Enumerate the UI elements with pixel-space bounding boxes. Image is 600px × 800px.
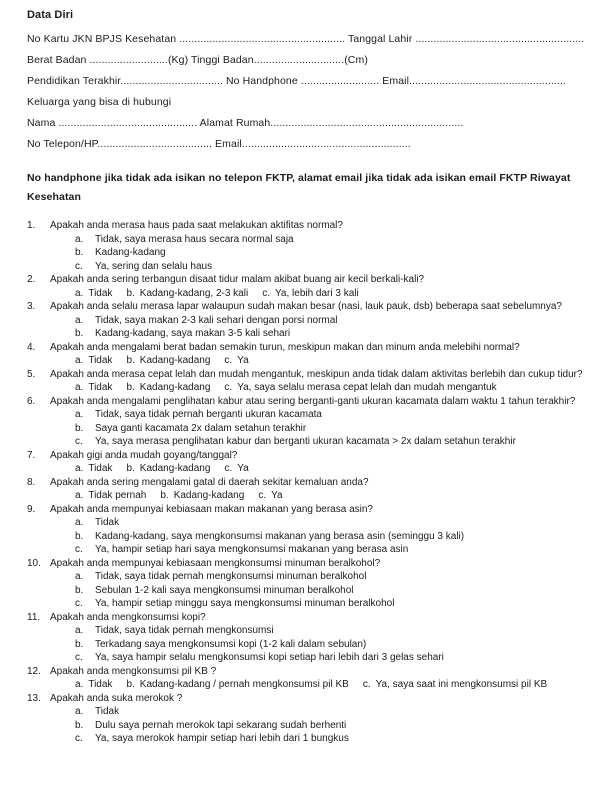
question-text: Apakah anda mempunyai kebiasaan mengkonsumsi minuman beralkohol? xyxy=(50,557,381,569)
field-telepon-email: No Telepon/HP...................................... Email........................................................ xyxy=(27,138,411,150)
option-c xyxy=(224,462,248,476)
question-row xyxy=(27,665,586,679)
option-text: Ya, saya hampir selalu mengkonsumsi kopi setiap hari lebih dari 3 gelas sehari xyxy=(95,652,444,663)
option-a xyxy=(27,624,586,638)
option-letter: c. xyxy=(75,733,83,744)
option-letter: a. xyxy=(75,382,84,393)
fktp-note-line-2: Kesehatan xyxy=(27,191,82,203)
option-text: Saya ganti kacamata 2x dalam setahun terakhir xyxy=(95,422,307,434)
option-c xyxy=(258,489,282,503)
question-row xyxy=(27,219,586,233)
question-options xyxy=(27,233,586,274)
option-text: Tidak xyxy=(95,706,120,717)
field-nama-alamat: Nama .............................................. Alamat Rumah................................................................ xyxy=(27,117,464,129)
question-options xyxy=(27,462,586,476)
option-text: Tidak, saya tidak pernah mengkonsumsi xyxy=(95,625,274,636)
question-row xyxy=(27,368,586,382)
option-a xyxy=(27,705,586,719)
question-text: Apakah anda mengkonsumsi pil KB ? xyxy=(50,665,217,677)
option-text: Tidak xyxy=(88,679,113,690)
question-text: Apakah gigi anda mudah goyang/tanggal? xyxy=(50,449,238,461)
option-a xyxy=(27,570,586,584)
option-text: Ya, saya merasa penglihatan kabur dan berganti ukuran kacamata > 2x dalam setahun terakhir xyxy=(95,436,516,447)
option-b xyxy=(126,287,248,301)
option-letter: c. xyxy=(75,260,83,272)
option-a xyxy=(75,462,112,476)
option-c xyxy=(224,381,496,395)
option-c xyxy=(27,435,586,449)
question-number: 9. xyxy=(27,503,36,515)
question-number: 2. xyxy=(27,274,36,285)
question-number: 1. xyxy=(27,220,36,231)
option-letter: a. xyxy=(75,571,84,582)
option-a xyxy=(75,287,112,301)
option-letter: c. xyxy=(224,463,233,474)
option-letter: c. xyxy=(224,382,233,393)
option-letter: c. xyxy=(258,490,267,501)
option-text: Tidak, saya merasa haus secara normal saja xyxy=(95,233,294,245)
question-number: 10. xyxy=(27,557,41,569)
question-text: Apakah anda sering terbangun disaat tidur malam akibat buang air kecil berkali-kali? xyxy=(50,274,425,285)
option-text: Kadang-kadang xyxy=(95,247,166,258)
option-text: Ya, saya merokok hampir setiap hari lebih dari 1 bungkus xyxy=(95,733,349,744)
option-letter: b. xyxy=(75,584,84,596)
option-text: Tidak pernah xyxy=(88,490,147,501)
option-text: Ya, hampir setiap minggu saya mengkonsumsi minuman beralkohol xyxy=(95,598,395,609)
question-options xyxy=(27,570,586,611)
document-title: Data Diri xyxy=(27,9,74,21)
option-text: Ya, saya selalu merasa cepat lelah dan mudah mengantuk xyxy=(237,382,497,393)
option-letter: b. xyxy=(75,247,84,258)
question-row xyxy=(27,341,586,355)
option-text: Ya xyxy=(237,355,249,366)
option-letter: b. xyxy=(75,422,84,434)
option-text: Tidak, saya makan 2-3 kali sehari dengan porsi normal xyxy=(95,314,338,326)
option-text: Terkadang saya mengkonsumsi kopi (1-2 kali dalam sebulan) xyxy=(95,638,367,650)
question-options xyxy=(27,516,586,557)
option-a xyxy=(75,381,112,395)
option-letter: a. xyxy=(75,463,84,474)
option-letter: b. xyxy=(75,328,84,339)
question-number: 12. xyxy=(27,665,41,677)
option-a xyxy=(75,678,112,692)
question-options xyxy=(27,408,586,449)
option-b xyxy=(27,719,586,733)
question-list xyxy=(27,219,586,746)
option-letter: b. xyxy=(126,463,135,474)
option-a xyxy=(75,354,112,368)
option-text: Ya xyxy=(271,490,283,501)
option-letter: b. xyxy=(126,287,135,299)
question-text: Apakah anda mengalami penglihatan kabur atau sering berganti-ganti ukuran kacamata dalam waktu 1 tahun terakhir? xyxy=(50,395,576,407)
option-letter: a. xyxy=(75,233,84,245)
question-number: 3. xyxy=(27,301,36,312)
option-text: Kadang-kadang, saya mengkonsumsi makanan yang berasa asin (seminggu 3 kali) xyxy=(95,530,465,542)
option-text: Kadang-kadang xyxy=(173,490,245,501)
option-c xyxy=(363,678,547,692)
option-text: Tidak xyxy=(88,382,113,393)
option-letter: c. xyxy=(75,544,83,555)
option-letter: b. xyxy=(160,490,169,501)
field-no-kartu-jkn-tanggal-lahir: No Kartu JKN BPJS Kesehatan ....................................................... Tanggal Lahir ........................................................ xyxy=(27,33,585,45)
option-text: Ya, sering dan selalu haus xyxy=(95,260,213,272)
option-letter: c. xyxy=(362,679,371,690)
option-a xyxy=(27,516,586,530)
question-number: 6. xyxy=(27,395,36,407)
option-b xyxy=(126,381,210,395)
question-number: 7. xyxy=(27,449,36,461)
question-options xyxy=(27,287,586,301)
option-b xyxy=(126,354,210,368)
question-row xyxy=(27,692,586,706)
option-letter: b. xyxy=(75,719,84,731)
option-text: Dulu saya pernah merokok tapi sekarang sudah berhenti xyxy=(95,719,347,731)
question-row xyxy=(27,449,586,463)
option-b xyxy=(126,678,348,692)
question-10 xyxy=(27,557,586,611)
question-row xyxy=(27,476,586,490)
option-b xyxy=(27,422,586,436)
option-b xyxy=(126,462,210,476)
option-letter: b. xyxy=(126,679,135,690)
fktp-note-line-1: No handphone jika tidak ada isikan no telepon FKTP, alamat email jika tidak ada isikan email FKTP Riwayat xyxy=(27,172,571,184)
option-b xyxy=(27,584,586,598)
option-text: Tidak xyxy=(88,355,113,366)
option-text: Sebulan 1-2 kali saya mengkonsumsi minuman beralkohol xyxy=(95,584,354,596)
question-row xyxy=(27,273,586,287)
option-b xyxy=(27,327,586,341)
option-text: Kadang-kadang, 2-3 kali xyxy=(139,287,249,299)
option-letter: a. xyxy=(75,517,84,528)
question-number: 11. xyxy=(27,611,41,623)
option-letter: a. xyxy=(75,490,84,501)
option-text: Tidak xyxy=(88,463,113,474)
question-number: 5. xyxy=(27,368,36,380)
question-row xyxy=(27,395,586,409)
option-letter: c. xyxy=(224,355,233,366)
option-text: Ya, hampir setiap hari saya mengkonsumsi makanan yang berasa asin xyxy=(95,544,409,555)
question-11 xyxy=(27,611,586,665)
option-text: Kadang-kadang, saya makan 3-5 kali sehari xyxy=(95,328,291,339)
option-text: Ya, lebih dari 3 kali xyxy=(274,287,359,299)
option-text: Tidak xyxy=(88,287,113,299)
option-letter: a. xyxy=(75,314,84,326)
option-letter: b. xyxy=(126,382,135,393)
option-letter: b. xyxy=(126,355,135,366)
question-options xyxy=(27,678,586,692)
question-row xyxy=(27,503,586,517)
question-row xyxy=(27,300,586,314)
question-1 xyxy=(27,219,586,273)
option-a xyxy=(27,233,586,247)
question-options xyxy=(27,489,586,503)
question-text: Apakah anda mempunyai kebiasaan makan makanan yang berasa asin? xyxy=(50,503,373,515)
field-berat-tinggi-badan: Berat Badan ..........................(Kg) Tinggi Badan..............................(Cm) xyxy=(27,54,368,66)
option-text: Tidak xyxy=(95,517,120,528)
question-options xyxy=(27,624,586,665)
question-options xyxy=(27,705,586,746)
question-text: Apakah anda mengalami berat badan semakin turun, meskipun makan dan minum anda melebihi normal? xyxy=(50,341,520,353)
option-letter: a. xyxy=(75,625,84,636)
question-number: 4. xyxy=(27,341,36,353)
option-text: Tidak, saya tidak pernah berganti ukuran kacamata xyxy=(95,409,322,420)
option-letter: c. xyxy=(75,598,83,609)
option-c xyxy=(27,732,586,746)
option-b xyxy=(27,638,586,652)
option-c xyxy=(27,651,586,665)
question-row xyxy=(27,557,586,571)
question-text: Apakah anda sering mengalami gatal di daerah sekitar kemaluan anda? xyxy=(50,476,369,488)
question-2 xyxy=(27,273,586,300)
question-12 xyxy=(27,665,586,692)
option-letter: b. xyxy=(75,638,84,650)
option-c xyxy=(224,354,248,368)
option-c xyxy=(27,260,586,274)
question-text: Apakah anda mengkonsumsi kopi? xyxy=(50,611,206,623)
option-b xyxy=(27,246,586,260)
question-number: 13. xyxy=(27,692,41,704)
question-options xyxy=(27,381,586,395)
option-text: Tidak, saya tidak pernah mengkonsumsi minuman beralkohol xyxy=(95,571,367,582)
option-c xyxy=(262,287,359,301)
question-5 xyxy=(27,368,586,395)
option-letter: a. xyxy=(75,355,84,366)
option-c xyxy=(27,543,586,557)
option-a xyxy=(27,314,586,328)
question-8 xyxy=(27,476,586,503)
field-keluarga-heading: Keluarga yang bisa di hubungi xyxy=(27,96,172,108)
option-b xyxy=(27,530,586,544)
option-letter: a. xyxy=(75,409,84,420)
question-7 xyxy=(27,449,586,476)
option-letter: c. xyxy=(75,436,83,447)
question-options xyxy=(27,354,586,368)
question-row xyxy=(27,611,586,625)
field-pendidikan-handphone-email: Pendidikan Terakhir.................................. No Handphone .......................... Email.................................................... xyxy=(27,75,566,87)
question-number: 8. xyxy=(27,476,36,488)
option-text: Kadang-kadang / pernah mengkonsumsi pil KB xyxy=(139,679,349,690)
question-6 xyxy=(27,395,586,449)
option-letter: a. xyxy=(75,287,84,299)
option-text: Kadang-kadang xyxy=(139,355,211,366)
question-options xyxy=(27,314,586,341)
option-b xyxy=(160,489,244,503)
option-text: Kadang-kadang xyxy=(139,382,211,393)
question-text: Apakah anda merasa cepat lelah dan mudah mengantuk, meskipun anda tidak dalam aktivitas berlebih dan cukup tidur? xyxy=(50,368,583,380)
question-13 xyxy=(27,692,586,746)
option-c xyxy=(27,597,586,611)
fktp-note xyxy=(27,169,586,207)
option-letter: c. xyxy=(75,652,83,663)
question-text: Apakah anda suka merokok ? xyxy=(50,692,183,704)
personal-data-fields xyxy=(27,29,586,155)
question-4 xyxy=(27,341,586,368)
option-text: Ya, saya saat ini mengkonsumsi pil KB xyxy=(375,679,548,690)
option-letter: a. xyxy=(75,679,84,690)
option-letter: a. xyxy=(75,706,84,717)
question-text: Apakah anda selalu merasa lapar walaupun sudah makan besar (nasi, lauk pauk, dsb) beberapa saat sebelumnya? xyxy=(50,301,562,312)
option-text: Ya xyxy=(237,463,249,474)
option-a xyxy=(75,489,146,503)
question-3 xyxy=(27,300,586,341)
option-letter: c. xyxy=(262,287,270,299)
question-9 xyxy=(27,503,586,557)
question-text: Apakah anda merasa haus pada saat melakukan aktifitas normal? xyxy=(50,220,343,231)
option-letter: b. xyxy=(75,530,84,542)
option-a xyxy=(27,408,586,422)
option-text: Kadang-kadang xyxy=(139,463,211,474)
